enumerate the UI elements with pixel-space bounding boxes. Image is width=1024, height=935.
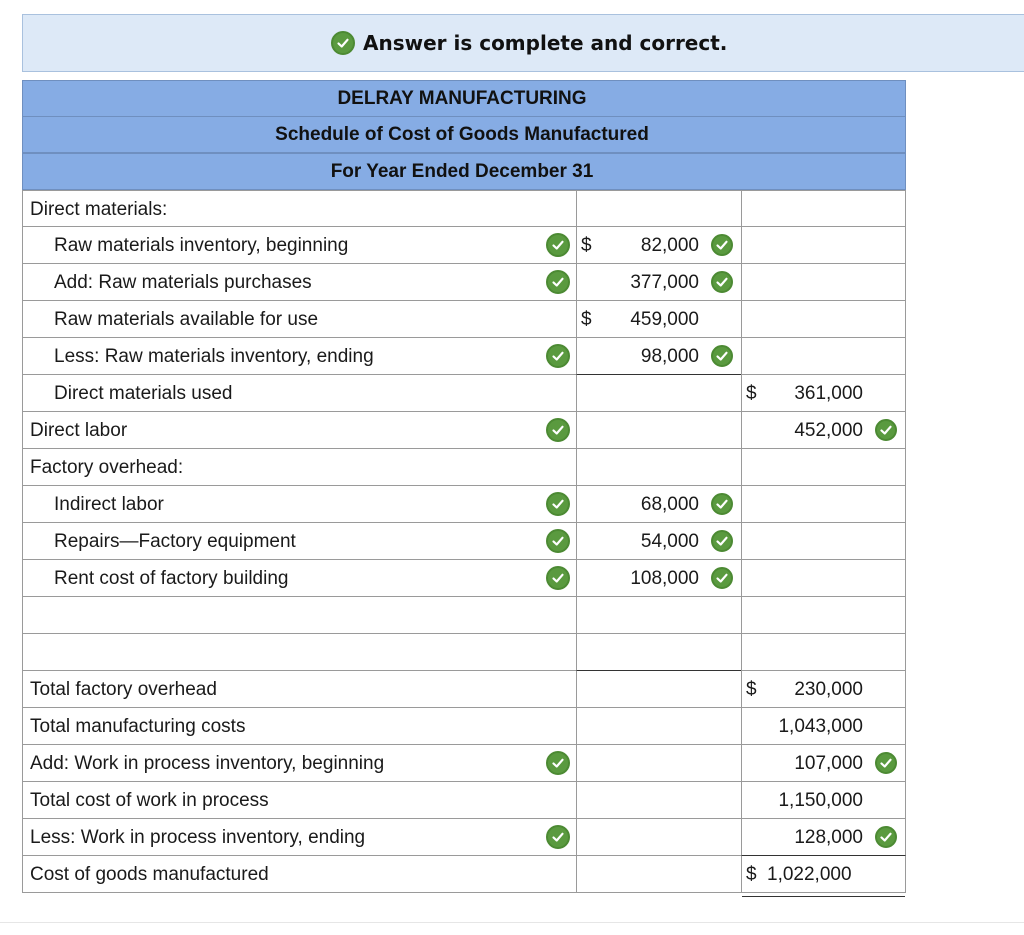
amount-input[interactable] [576,338,741,375]
dollar-sign: $ [746,679,757,700]
check-circle-icon [711,567,733,589]
row-label: Raw materials available for use [54,309,319,330]
total-input[interactable] [741,375,906,412]
amount-value: 82,000 [640,235,699,256]
check-circle-icon [331,31,355,55]
row-label: Less: Raw materials inventory, ending [54,346,374,367]
row-label: Total cost of work in process [30,790,269,811]
empty-label-input[interactable] [22,597,576,634]
total-input[interactable] [741,708,906,745]
schedule-table [22,190,906,892]
table-row [22,486,906,523]
table-row [22,190,906,227]
table-row [22,301,906,338]
dollar-sign: $ [746,383,757,404]
amount-input[interactable] [576,560,741,597]
total-input[interactable] [741,634,906,671]
total-input[interactable] [741,523,906,560]
amount-value: 108,000 [630,568,699,589]
row-label: Add: Raw materials purchases [54,272,312,293]
total-input[interactable] [741,856,906,893]
row-label: Repairs—Factory equipment [54,531,296,552]
amount-input[interactable] [576,227,741,264]
total-input[interactable] [741,227,906,264]
amount-value: 68,000 [640,494,699,515]
check-circle-icon [546,418,570,442]
company-name-header: DELRAY MANUFACTURING [22,80,906,117]
total-value: 1,150,000 [778,790,863,811]
table-row [22,597,906,634]
total-value: 230,000 [794,679,863,700]
total-value: 128,000 [794,827,863,848]
table-row [22,375,906,412]
row-label: Direct materials: [30,199,168,220]
table-row [22,745,906,782]
total-input[interactable] [741,486,906,523]
amount-input[interactable] [576,486,741,523]
total-input[interactable] [741,745,906,782]
amount-value: 377,000 [630,272,699,293]
amount-value: 54,000 [640,531,699,552]
total-input[interactable] [741,560,906,597]
amount-input[interactable] [576,708,741,745]
total-value: 1,022,000 [767,864,852,885]
total-input[interactable] [741,191,906,228]
table-row [22,708,906,745]
amount-input[interactable] [576,671,741,708]
check-circle-icon [546,492,570,516]
check-circle-icon [711,345,733,367]
amount-input[interactable] [576,301,741,338]
amount-input[interactable] [576,523,741,560]
amount-input[interactable] [576,191,741,228]
amount-input[interactable] [576,745,741,782]
total-input[interactable] [741,338,906,375]
row-label: Raw materials inventory, beginning [54,235,349,256]
row-label: Total factory overhead [30,679,217,700]
total-value: 361,000 [794,383,863,404]
amount-input[interactable] [576,264,741,301]
period-header: For Year Ended December 31 [22,153,906,190]
amount-value: 98,000 [640,346,699,367]
amount-input[interactable] [576,375,741,412]
check-circle-icon [875,826,897,848]
schedule-title-header: Schedule of Cost of Goods Manufactured [22,116,906,153]
total-input[interactable] [741,597,906,634]
table-row [22,560,906,597]
dollar-sign: $ [581,235,592,256]
check-circle-icon [711,271,733,293]
table-row [22,819,906,856]
row-label: Rent cost of factory building [54,568,289,589]
table-row [22,449,906,486]
check-circle-icon [711,234,733,256]
total-input[interactable] [741,264,906,301]
empty-label-input[interactable] [22,634,576,671]
amount-input[interactable] [576,597,741,634]
amount-input[interactable] [576,634,741,671]
table-row [22,264,906,301]
amount-input[interactable] [576,412,741,449]
row-label: Direct labor [30,420,128,441]
table-row [22,412,906,449]
total-value: 452,000 [794,420,863,441]
amount-input[interactable] [576,449,741,486]
table-row [22,523,906,560]
row-label: Add: Work in process inventory, beginning [30,753,385,774]
row-label: Indirect labor [54,494,164,515]
check-circle-icon [546,233,570,257]
dollar-sign: $ [581,309,592,330]
check-circle-icon [875,419,897,441]
total-input[interactable] [741,782,906,819]
result-banner [22,14,1024,72]
row-label: Cost of goods manufactured [30,864,269,885]
table-row [22,782,906,819]
row-label: Less: Work in process inventory, ending [30,827,366,848]
amount-input[interactable] [576,856,741,893]
total-value: 107,000 [794,753,863,774]
check-circle-icon [875,752,897,774]
total-value: 1,043,000 [778,716,863,737]
table-row [22,338,906,375]
page-divider [0,922,1024,923]
amount-value: 459,000 [630,309,699,330]
table-row [22,634,906,671]
row-label: Total manufacturing costs [30,716,246,737]
table-row [22,856,906,893]
result-message: Answer is complete and correct. [363,31,728,55]
check-circle-icon [711,530,733,552]
amount-input[interactable] [576,819,741,856]
check-circle-icon [546,566,570,590]
total-input[interactable] [741,301,906,338]
check-circle-icon [711,493,733,515]
table-row [22,671,906,708]
total-input[interactable] [741,412,906,449]
check-circle-icon [546,270,570,294]
table-row [22,227,906,264]
total-input[interactable] [741,671,906,708]
total-input[interactable] [741,819,906,856]
row-label: Factory overhead: [30,457,184,478]
check-circle-icon [546,344,570,368]
check-circle-icon [546,529,570,553]
check-circle-icon [546,825,570,849]
row-label: Direct materials used [54,383,233,404]
total-input[interactable] [741,449,906,486]
dollar-sign: $ [746,864,757,885]
check-circle-icon [546,751,570,775]
amount-input[interactable] [576,782,741,819]
